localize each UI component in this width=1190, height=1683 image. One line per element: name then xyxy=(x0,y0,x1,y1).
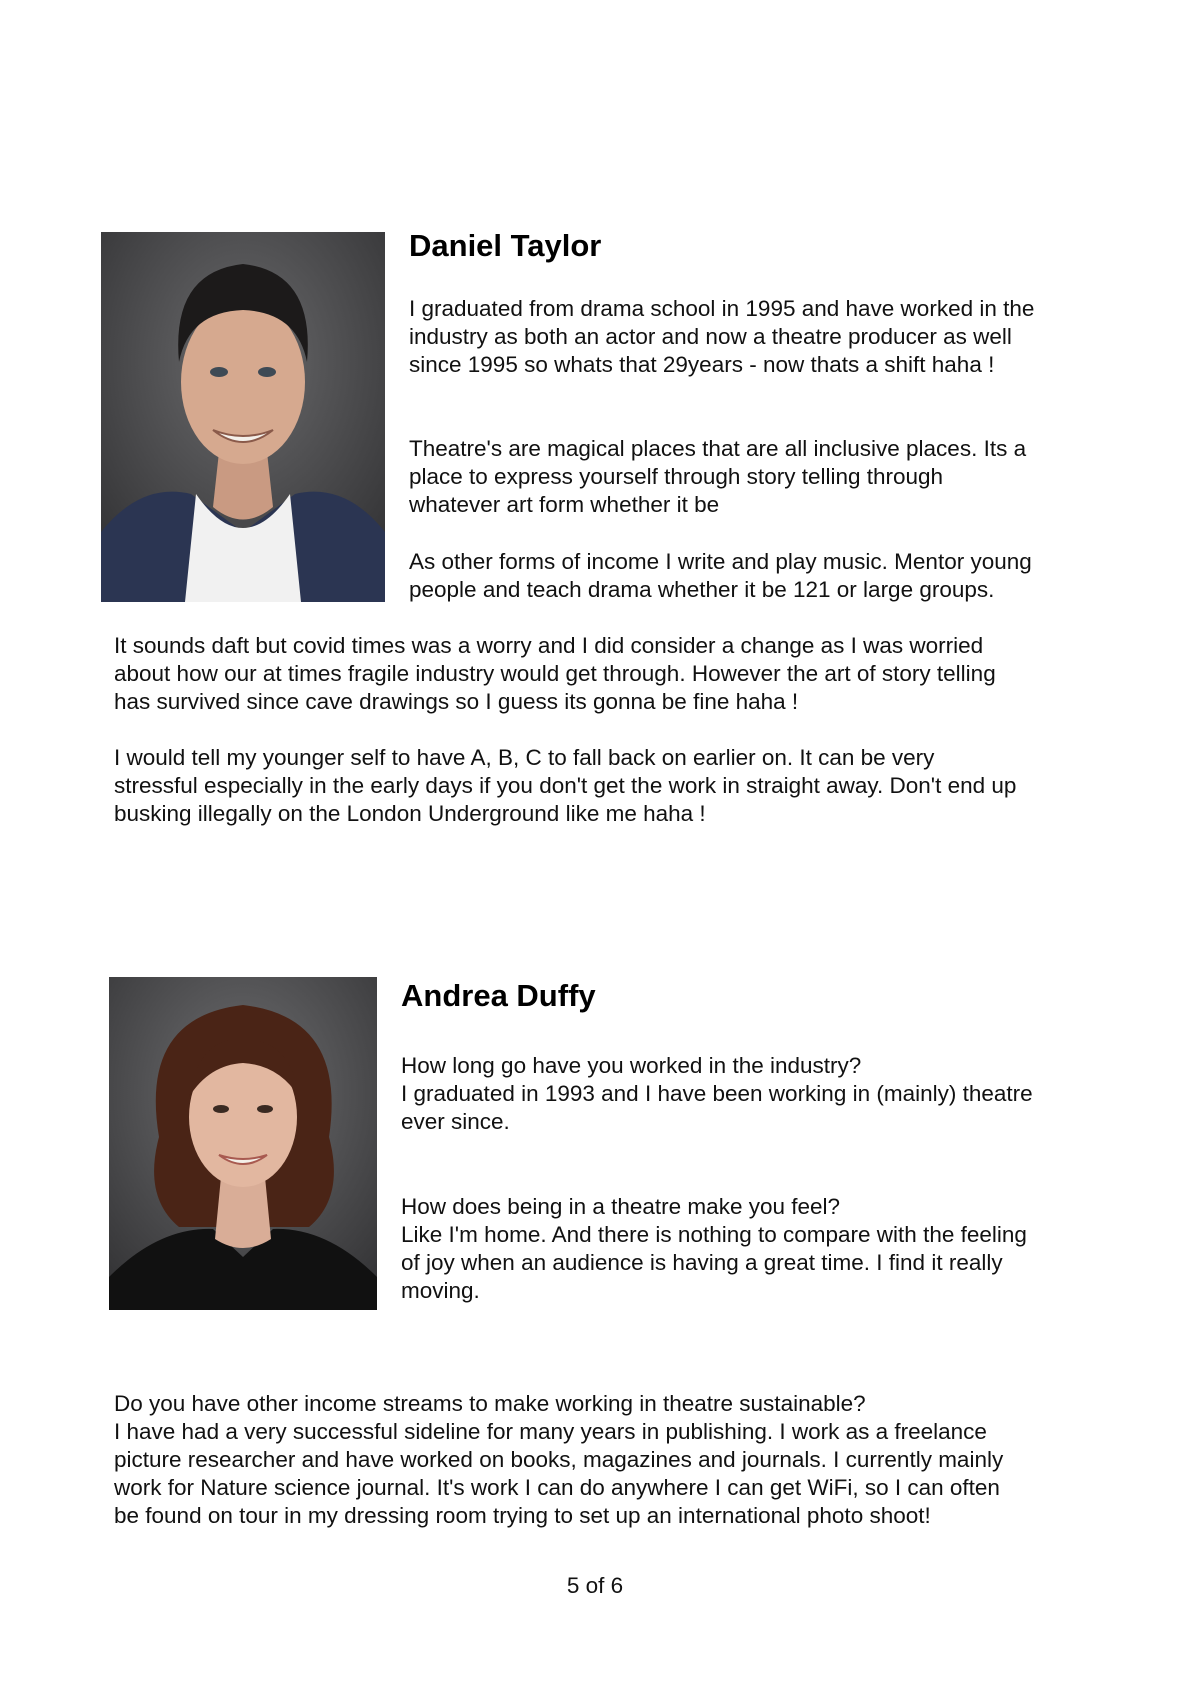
daniel-taylor-intro-3: As other forms of income I write and play music. Mentor young people and teach drama whether it be 121 or large groups. xyxy=(409,549,1032,602)
andrea-duffy-intro-2: How does being in a theatre make you feel? Like I'm home. And there is nothing to compare with the feeling of joy when an audience is having a great time. I find it really moving. xyxy=(401,1194,1027,1303)
daniel-taylor-intro-1: I graduated from drama school in 1995 and have worked in the industry as both an actor and now a theatre producer as well since 1995 so whats that 29years - now thats a shift haha ! xyxy=(409,296,1035,377)
daniel-taylor-intro-2: Theatre's are magical places that are all inclusive places. Its a place to express yourself through story telling through whatever art form whether it be xyxy=(409,436,1027,517)
page-number: 5 of 6 xyxy=(566,1573,624,1598)
andrea-duffy-intro-1: How long go have you worked in the industry? I graduated in 1993 and I have been working in (mainly) theatre ever since. xyxy=(401,1053,1033,1134)
andrea-duffy-name: Andrea Duffy xyxy=(401,978,596,1013)
daniel-taylor-body-1: It sounds daft but covid times was a worry and I did consider a change as I was worried about how our at times fragile industry would get through. However the art of story telling has survived since cave drawings so I guess its gonna be fine haha ! xyxy=(114,633,996,714)
daniel-taylor-photo xyxy=(101,232,385,602)
daniel-taylor-name: Daniel Taylor xyxy=(409,228,602,263)
daniel-taylor-body-2: I would tell my younger self to have A, B, C to fall back on earlier on. It can be very stressful especially in the early days if you don't get the work in straight away. Don't end up busking illegally on the London Underground like me haha ! xyxy=(114,745,1017,826)
andrea-duffy-photo xyxy=(109,977,377,1310)
andrea-duffy-body-1: Do you have other income streams to make working in theatre sustainable? I have had a very successful sideline for many years in publishing. I work as a freelance picture researcher and have worked on books, magazines and journals. I currently mainly work for Nature science journal. It's work I can do anywhere I can get WiFi, so I can often be found on tour in my dressing room trying to set up an international photo shoot! xyxy=(114,1391,1004,1528)
